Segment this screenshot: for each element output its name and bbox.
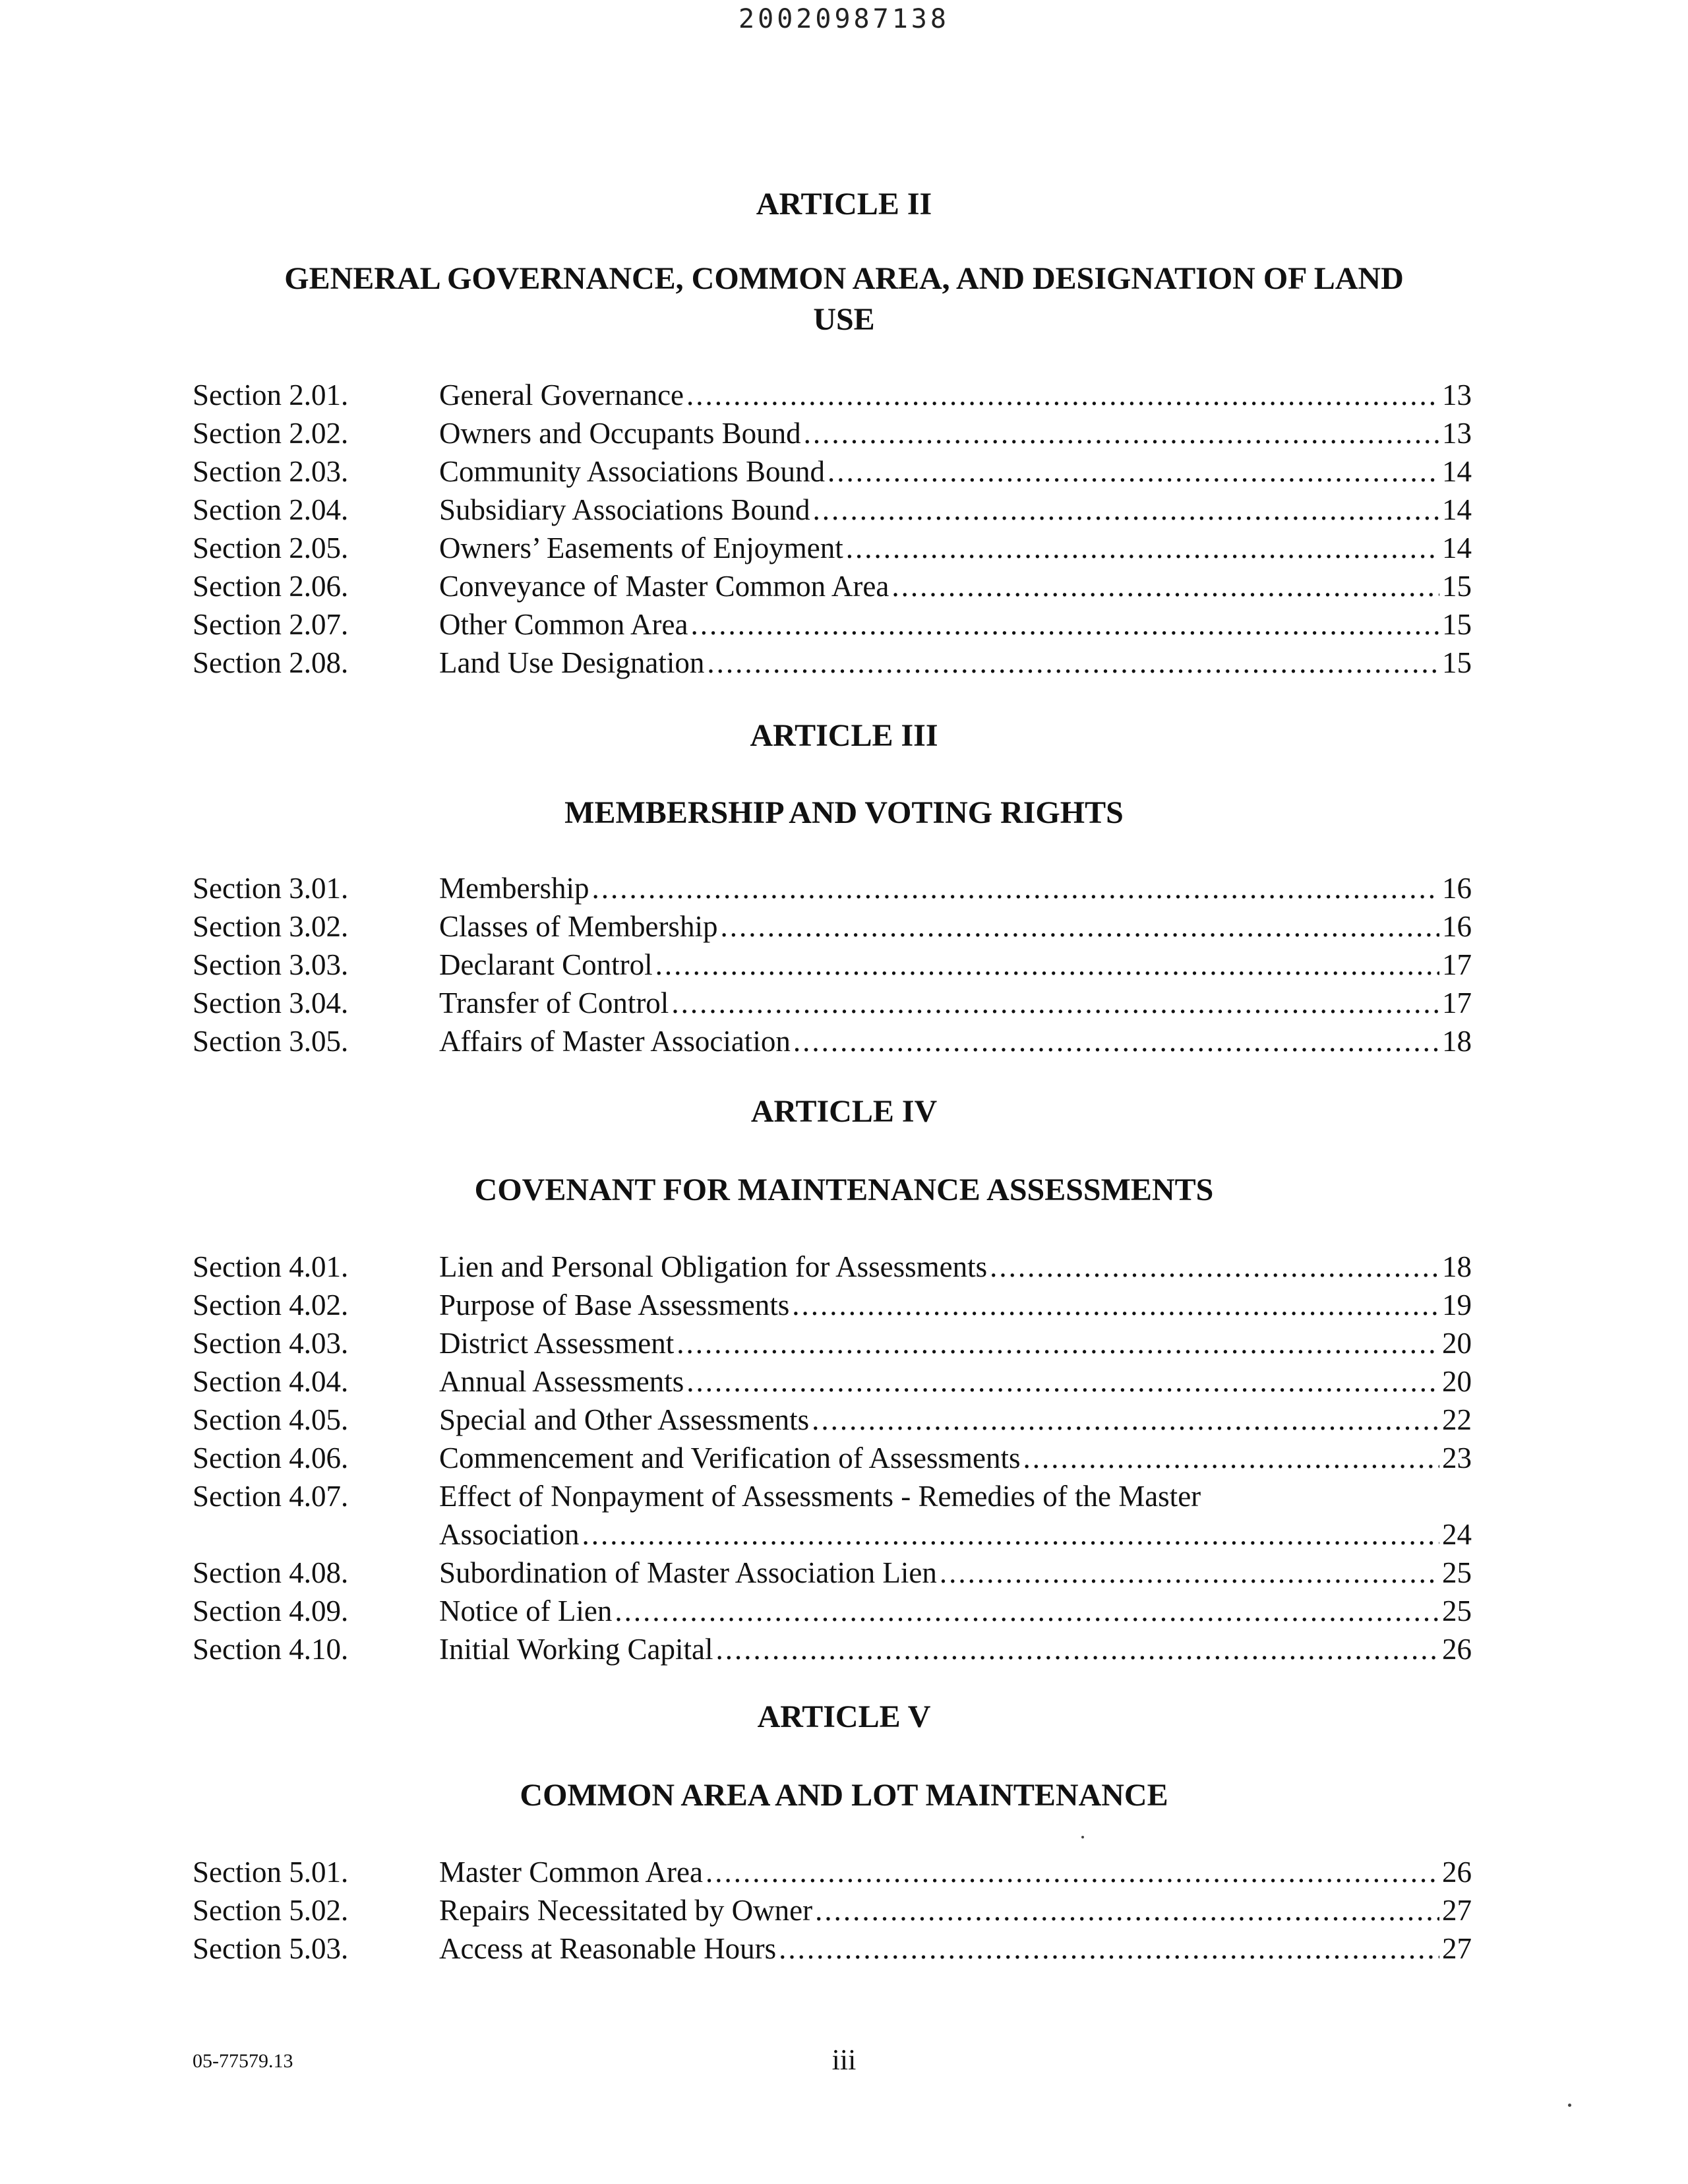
section-title: Lien and Personal Obligation for Assessments: [439, 1250, 988, 1283]
section-number: Section 3.03.: [193, 948, 349, 981]
toc-entry[interactable]: [193, 1286, 1472, 1324]
dot-leader: [671, 984, 1439, 1022]
section-title: Commencement and Verification of Assessments: [439, 1441, 1021, 1474]
dot-leader: [707, 644, 1439, 682]
toc-entry[interactable]: [193, 567, 1472, 605]
toc-list: [193, 1248, 1472, 1668]
toc-entry[interactable]: [193, 376, 1472, 414]
toc-entry[interactable]: [193, 452, 1472, 491]
dot-leader: [804, 414, 1439, 452]
section-title: Annual Assessments: [439, 1365, 684, 1398]
dot-leader: [828, 452, 1439, 491]
section-title-line: Effect of Nonpayment of Assessments - Remedies of the Master: [439, 1480, 1201, 1513]
toc-list: [193, 869, 1472, 1060]
section-number: Section 4.08.: [193, 1556, 349, 1589]
toc-entry[interactable]: [193, 1324, 1472, 1362]
section-number: Section 5.03.: [193, 1932, 349, 1965]
section-page: 15: [1442, 570, 1472, 603]
dot-leader: [706, 1853, 1439, 1891]
section-number: Section 3.01.: [193, 872, 349, 905]
scan-speck: [1081, 1836, 1084, 1838]
section-page: 26: [1442, 1856, 1472, 1889]
section-page: 20: [1442, 1365, 1472, 1398]
toc-entry[interactable]: [193, 605, 1472, 644]
article-title: ARTICLE II: [756, 187, 932, 222]
toc-entry[interactable]: [193, 529, 1472, 567]
section-title: Association: [439, 1518, 580, 1551]
section-page: 14: [1442, 455, 1472, 488]
toc-entry[interactable]: [193, 491, 1472, 529]
section-page: 15: [1442, 608, 1472, 641]
dot-leader: [686, 1362, 1439, 1401]
section-page: 14: [1442, 493, 1472, 526]
section-title: Repairs Necessitated by Owner: [439, 1894, 813, 1927]
toc-entry[interactable]: [193, 1929, 1472, 1968]
section-title: General Governance: [439, 379, 684, 411]
article-title: ARTICLE III: [750, 718, 938, 753]
section-number: Section 2.06.: [193, 570, 349, 603]
dot-leader: [720, 907, 1439, 946]
article-heading-line: GENERAL GOVERNANCE, COMMON AREA, AND DESIGNATION OF LAND: [284, 261, 1404, 296]
toc-entry[interactable]: [193, 869, 1472, 907]
dot-leader: [990, 1248, 1439, 1286]
scan-speck: [1568, 2104, 1571, 2107]
section-page: 18: [1442, 1250, 1472, 1283]
dot-leader: [686, 376, 1439, 414]
document-number: 20020987138: [738, 4, 950, 34]
dot-leader: [815, 1891, 1439, 1929]
article-heading-line: USE: [813, 302, 875, 337]
section-title: District Assessment: [439, 1327, 675, 1360]
toc-list: [193, 376, 1472, 682]
toc-entry[interactable]: [193, 946, 1472, 984]
section-title: Purpose of Base Assessments: [439, 1289, 790, 1321]
section-number: Section 2.08.: [193, 646, 349, 679]
section-number: Section 2.03.: [193, 455, 349, 488]
section-page: 25: [1442, 1594, 1472, 1627]
section-title: Transfer of Control: [439, 986, 669, 1019]
section-number: Section 4.04.: [193, 1365, 349, 1398]
section-number: Section 2.02.: [193, 417, 349, 450]
toc-entry[interactable]: [193, 1022, 1472, 1060]
section-title: Subsidiary Associations Bound: [439, 493, 810, 526]
section-title: Classes of Membership: [439, 910, 718, 943]
toc-entry[interactable]: [193, 1891, 1472, 1929]
section-title: Community Associations Bound: [439, 455, 826, 488]
section-number: Section 5.02.: [193, 1894, 349, 1927]
section-number: Section 3.02.: [193, 910, 349, 943]
section-title: Master Common Area: [439, 1856, 703, 1889]
toc-entry[interactable]: [193, 1362, 1472, 1401]
section-number: Section 4.03.: [193, 1327, 349, 1360]
toc-entry[interactable]: [193, 644, 1472, 682]
article-title: ARTICLE V: [757, 1699, 931, 1734]
toc-entry[interactable]: [193, 1592, 1472, 1630]
dot-leader: [715, 1630, 1439, 1668]
section-number: Section 5.01.: [193, 1856, 349, 1889]
dot-leader: [591, 869, 1439, 907]
section-page: 27: [1442, 1894, 1472, 1927]
dot-leader: [812, 1401, 1439, 1439]
section-number: Section 4.10.: [193, 1633, 349, 1666]
section-page: 26: [1442, 1633, 1472, 1666]
toc-entry[interactable]: [193, 1439, 1472, 1477]
dot-leader: [792, 1286, 1439, 1324]
section-title: Special and Other Assessments: [439, 1403, 810, 1436]
section-number: Section 3.04.: [193, 986, 349, 1019]
dot-leader: [846, 529, 1439, 567]
dot-leader: [615, 1592, 1439, 1630]
section-title: Conveyance of Master Common Area: [439, 570, 889, 603]
section-number: Section 2.04.: [193, 493, 349, 526]
dot-leader: [1023, 1439, 1440, 1477]
dot-leader: [793, 1022, 1439, 1060]
toc-entry[interactable]: [193, 1477, 1472, 1554]
toc-entry[interactable]: [193, 1401, 1472, 1439]
toc-entry[interactable]: [193, 1554, 1472, 1592]
section-number: Section 4.01.: [193, 1250, 349, 1283]
section-page: 18: [1442, 1025, 1472, 1058]
section-number: Section 2.05.: [193, 531, 349, 564]
section-number: Section 4.06.: [193, 1441, 349, 1474]
section-number: Section 3.05.: [193, 1025, 349, 1058]
toc-entry[interactable]: [193, 1630, 1472, 1668]
section-number: Section 4.07.: [193, 1480, 349, 1513]
section-title: Membership: [439, 872, 589, 905]
section-page: 16: [1442, 872, 1472, 905]
dot-leader: [891, 567, 1439, 605]
footer-document-code: 05-77579.13: [193, 2050, 293, 2072]
article-heading: [0, 258, 1688, 340]
section-title: Affairs of Master Association: [439, 1025, 791, 1058]
section-title: Access at Reasonable Hours: [439, 1932, 777, 1965]
dot-leader: [582, 1515, 1439, 1554]
toc-entry[interactable]: [193, 1853, 1472, 1891]
section-page: 13: [1442, 417, 1472, 450]
section-page: 24: [1442, 1518, 1472, 1551]
toc-list: [193, 1853, 1472, 1968]
article-heading: COMMON AREA AND LOT MAINTENANCE: [520, 1778, 1168, 1813]
section-number: Section 2.01.: [193, 379, 349, 411]
section-page: 17: [1442, 986, 1472, 1019]
article-heading: COVENANT FOR MAINTENANCE ASSESSMENTS: [474, 1172, 1214, 1207]
section-page: 15: [1442, 646, 1472, 679]
footer-page-number: iii: [831, 2044, 857, 2076]
section-title: Other Common Area: [439, 608, 688, 641]
section-number: Section 2.07.: [193, 608, 349, 641]
section-number: Section 4.09.: [193, 1594, 349, 1627]
section-title: Initial Working Capital: [439, 1633, 713, 1666]
toc-entry[interactable]: [193, 984, 1472, 1022]
section-page: 16: [1442, 910, 1472, 943]
section-page: 20: [1442, 1327, 1472, 1360]
section-page: 22: [1442, 1403, 1472, 1436]
toc-entry[interactable]: [193, 907, 1472, 946]
toc-entry[interactable]: [193, 414, 1472, 452]
section-number: Section 4.05.: [193, 1403, 349, 1436]
section-page: 23: [1442, 1441, 1472, 1474]
section-title: Land Use Designation: [439, 646, 705, 679]
section-title: Declarant Control: [439, 948, 653, 981]
section-page: 19: [1442, 1289, 1472, 1321]
section-number: Section 4.02.: [193, 1289, 349, 1321]
article-title: ARTICLE IV: [750, 1094, 938, 1129]
section-title: Owners and Occupants Bound: [439, 417, 801, 450]
dot-leader: [655, 946, 1439, 984]
article-heading: MEMBERSHIP AND VOTING RIGHTS: [564, 795, 1124, 830]
dot-leader: [940, 1554, 1439, 1592]
section-title: Subordination of Master Association Lien: [439, 1556, 937, 1589]
section-title: Owners’ Easements of Enjoyment: [439, 531, 843, 564]
section-page: 13: [1442, 379, 1472, 411]
section-page: 17: [1442, 948, 1472, 981]
section-page: 25: [1442, 1556, 1472, 1589]
toc-entry[interactable]: [193, 1248, 1472, 1286]
dot-leader: [690, 605, 1439, 644]
section-page: 14: [1442, 531, 1472, 564]
dot-leader: [677, 1324, 1439, 1362]
section-page: 27: [1442, 1932, 1472, 1965]
dot-leader: [779, 1929, 1439, 1968]
section-title: Notice of Lien: [439, 1594, 613, 1627]
dot-leader: [813, 491, 1439, 529]
